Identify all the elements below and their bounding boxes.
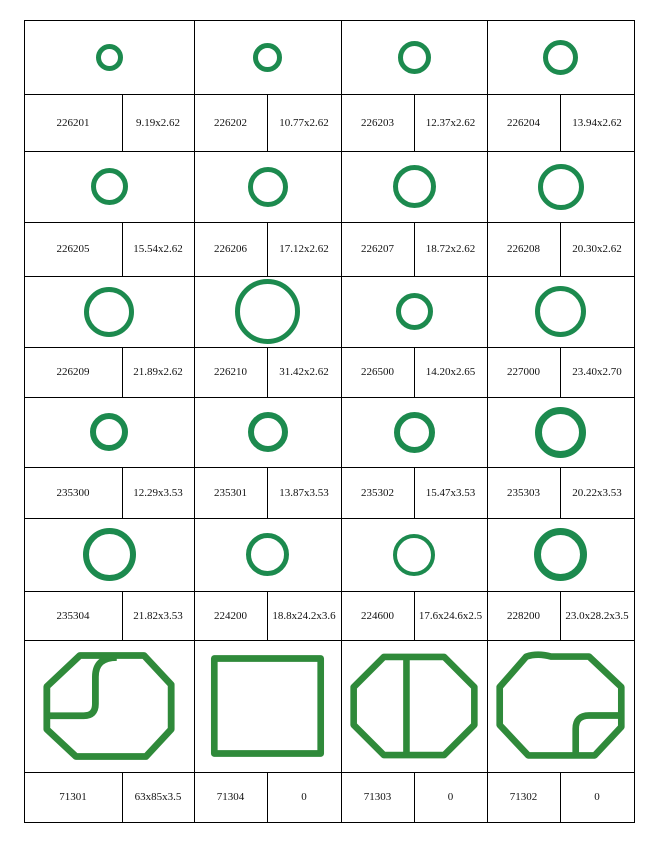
part-size: 0 xyxy=(447,791,454,803)
o-ring-image xyxy=(81,526,138,583)
part-code: 228200 xyxy=(507,610,540,622)
part-code: 226203 xyxy=(361,117,394,129)
part-size: 12.29x3.53 xyxy=(133,487,183,499)
o-ring-image xyxy=(391,532,437,578)
part-size: 13.94x2.62 xyxy=(572,117,622,129)
part-code: 227000 xyxy=(507,366,540,378)
table-border-horizontal xyxy=(24,518,634,519)
part-code: 226206 xyxy=(214,243,247,255)
o-ring-image xyxy=(246,410,290,454)
o-ring-image xyxy=(394,291,435,332)
gasket-image xyxy=(348,647,480,765)
o-ring-image xyxy=(541,38,580,77)
part-size: 18.72x2.62 xyxy=(425,243,476,255)
part-code: 226204 xyxy=(507,117,540,129)
part-size: 0 xyxy=(594,791,600,803)
part-size: 15.54x2.62 xyxy=(133,243,183,255)
o-ring-image xyxy=(533,405,588,460)
part-code: 226207 xyxy=(361,243,394,255)
part-code: 224200 xyxy=(214,610,247,622)
table-border-vertical xyxy=(194,20,195,823)
part-size: 9.19x2.62 xyxy=(136,117,180,129)
table-border-horizontal xyxy=(24,20,634,21)
o-ring-image xyxy=(244,531,291,578)
part-code: 224600 xyxy=(361,610,394,622)
table-border-horizontal xyxy=(24,397,634,398)
part-size: 20.30x2.62 xyxy=(572,243,622,255)
table-border-horizontal xyxy=(24,591,634,592)
table-border-horizontal xyxy=(24,772,634,773)
part-code: 226201 xyxy=(56,117,90,129)
o-ring-image xyxy=(533,284,588,339)
part-size: 13.87x3.53 xyxy=(279,487,329,499)
part-size: 14.20x2.65 xyxy=(425,366,476,378)
o-ring-image xyxy=(88,411,130,453)
o-ring-image xyxy=(396,39,433,76)
o-ring-image xyxy=(532,526,589,583)
part-code: 235304 xyxy=(56,610,90,622)
part-size: 15.47x3.53 xyxy=(425,487,476,499)
part-size: 17.12x2.62 xyxy=(279,243,329,255)
table-border-horizontal xyxy=(24,347,634,348)
table-border-horizontal xyxy=(24,640,634,641)
part-size: 18.8x24.2x3.6 xyxy=(272,610,336,622)
part-code: 235302 xyxy=(361,487,394,499)
part-size: 23.40x2.70 xyxy=(572,366,622,378)
part-size: 0 xyxy=(301,791,307,803)
part-size: 23.0x28.2x3.5 xyxy=(565,610,629,622)
table-border-horizontal xyxy=(24,822,634,823)
part-code: 71301 xyxy=(59,791,87,803)
o-ring-image xyxy=(392,410,437,455)
part-code: 71302 xyxy=(509,791,538,803)
table-border-vertical xyxy=(487,20,488,823)
o-ring-image xyxy=(233,277,302,346)
part-code: 226205 xyxy=(56,243,90,255)
part-code: 235301 xyxy=(214,487,247,499)
table-border-horizontal xyxy=(24,467,634,468)
part-code: 226500 xyxy=(361,366,394,378)
part-size: 31.42x2.62 xyxy=(279,366,329,378)
part-code: 226210 xyxy=(214,366,247,378)
part-size: 12.37x2.62 xyxy=(425,117,476,129)
part-size: 10.77x2.62 xyxy=(279,117,329,129)
gasket-image xyxy=(494,647,627,765)
table-border-vertical xyxy=(341,20,342,823)
gasket-image xyxy=(201,647,334,765)
part-size: 20.22x3.53 xyxy=(572,487,622,499)
table-border-horizontal xyxy=(24,94,634,95)
table-border-horizontal xyxy=(24,276,634,277)
o-ring-image xyxy=(536,162,586,212)
part-code: 226208 xyxy=(507,243,540,255)
o-ring-image xyxy=(251,41,284,74)
table-border-vertical xyxy=(24,20,25,823)
table-border-horizontal xyxy=(24,151,634,152)
part-code: 235303 xyxy=(507,487,540,499)
part-code: 226202 xyxy=(214,117,247,129)
part-size: 63x85x3.5 xyxy=(134,791,182,803)
part-code: 226209 xyxy=(56,366,90,378)
part-code: 71303 xyxy=(363,791,392,803)
o-ring-image xyxy=(391,163,438,210)
part-size: 17.6x24.6x2.5 xyxy=(418,610,483,622)
part-code: 71304 xyxy=(216,791,245,803)
o-ring-image xyxy=(89,166,130,207)
table-border-horizontal xyxy=(24,222,634,223)
gasket-image xyxy=(41,647,177,765)
o-ring-image xyxy=(94,42,125,73)
o-ring-image xyxy=(82,285,136,339)
table-border-vertical xyxy=(634,20,635,823)
part-size: 21.82x3.53 xyxy=(133,610,183,622)
o-ring-image xyxy=(246,165,290,209)
part-size: 21.89x2.62 xyxy=(133,366,183,378)
part-code: 235300 xyxy=(56,487,90,499)
